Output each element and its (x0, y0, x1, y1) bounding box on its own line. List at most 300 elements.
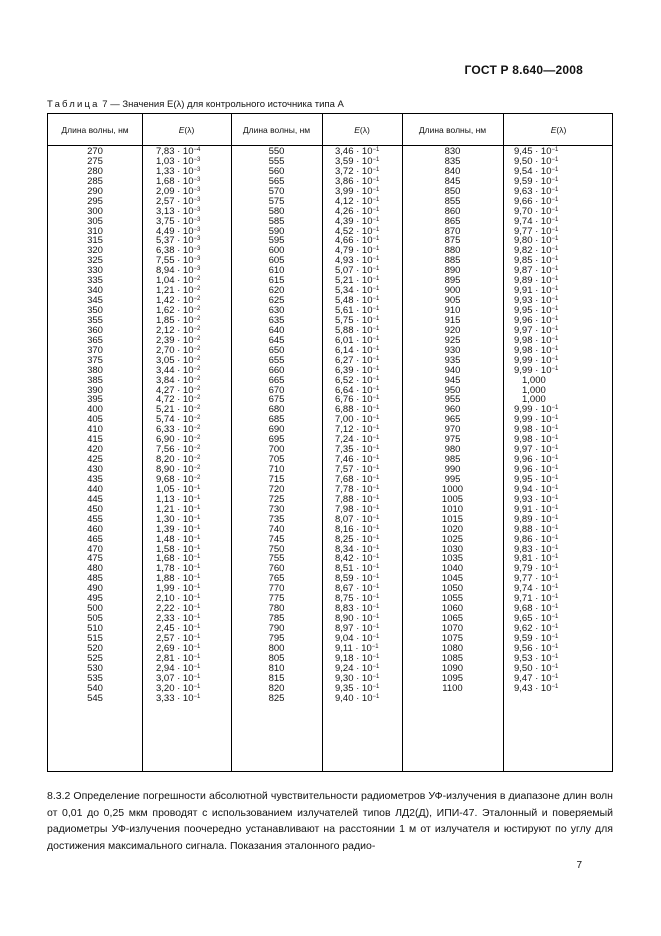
col-header-wavelength-1: Длина волны, нм (61, 124, 129, 135)
value-cell: $2,22 \cdot 10^{-1}$ (156, 603, 201, 615)
col-header-wavelength-2: Длина волны, нм (242, 124, 311, 135)
value-cell: $9,50 \cdot 10^{-1}$ (514, 155, 559, 167)
value-cell: $2,94 \cdot 10^{-1}$ (156, 662, 201, 674)
value-cell: $1,42 \cdot 10^{-2}$ (156, 295, 201, 307)
value-cell: $9,91 \cdot 10^{-1}$ (514, 503, 559, 515)
value-cell: $4,12 \cdot 10^{-1}$ (335, 195, 380, 207)
wavelength-cell: 1005 (441, 493, 464, 505)
value-cell: $6,88 \cdot 10^{-1}$ (335, 404, 380, 416)
value-cell: $1,13 \cdot 10^{-1}$ (156, 493, 201, 505)
wavelength-cell: 720 (268, 483, 285, 495)
value-cell: $1,33 \cdot 10^{-3}$ (156, 165, 201, 177)
document-header: ГОСТ Р 8.640—2008 (464, 63, 583, 77)
value-cell: $9,56 \cdot 10^{-1}$ (514, 642, 559, 654)
value-cell: $9,98 \cdot 10^{-1}$ (514, 334, 559, 346)
value-column-2 (335, 147, 402, 704)
wavelength-cell: 740 (268, 523, 285, 535)
value-cell: $3,84 \cdot 10^{-2}$ (156, 374, 201, 386)
wavelength-cell: 725 (268, 493, 285, 505)
wavelength-cell: 465 (87, 533, 103, 545)
value-cell: $1,68 \cdot 10^{-3}$ (156, 175, 201, 187)
wavelength-cell: 560 (268, 165, 285, 177)
value-cell: $5,21 \cdot 10^{-1}$ (335, 275, 380, 287)
column-divider (503, 114, 504, 771)
wavelength-cell: 1085 (441, 652, 464, 664)
value-cell: $7,56 \cdot 10^{-2}$ (156, 444, 201, 456)
wavelength-cell: 1010 (441, 503, 464, 515)
wavelength-cell: 345 (87, 295, 103, 307)
wavelength-cell: 640 (268, 324, 285, 336)
wavelength-cell: 480 (87, 563, 103, 575)
wavelength-cell: 430 (87, 464, 103, 475)
wavelength-cell: 600 (268, 245, 285, 257)
value-cell: 1,000 (522, 374, 546, 386)
value-cell: $6,76 \cdot 10^{-1}$ (335, 394, 380, 406)
wavelength-cell: 825 (268, 692, 285, 704)
value-cell: $1,85 \cdot 10^{-2}$ (156, 314, 201, 326)
value-cell: $9,97 \cdot 10^{-1}$ (514, 324, 559, 336)
value-cell: $9,74 \cdot 10^{-1}$ (514, 583, 559, 595)
wavelength-cell: 735 (268, 513, 285, 525)
wavelength-cell: 1015 (441, 513, 464, 525)
value-cell: $9,63 \cdot 10^{-1}$ (514, 185, 559, 197)
wavelength-cell: 1030 (441, 543, 464, 555)
value-cell: $9,45 \cdot 10^{-1}$ (514, 146, 559, 157)
wavelength-cell: 625 (268, 295, 285, 307)
wavelength-cell: 705 (268, 454, 285, 466)
wavelength-cell: 530 (87, 662, 103, 674)
wavelength-cell: 975 (444, 434, 461, 446)
value-cell: $5,75 \cdot 10^{-1}$ (335, 314, 380, 326)
value-cell: $5,07 \cdot 10^{-1}$ (335, 265, 380, 277)
wavelength-cell: 525 (87, 652, 103, 664)
value-cell: $9,89 \cdot 10^{-1}$ (514, 275, 559, 287)
value-cell: $6,90 \cdot 10^{-2}$ (156, 434, 201, 446)
wavelength-cell: 905 (444, 295, 461, 307)
wavelength-cell: 650 (268, 344, 285, 356)
wavelength-cell: 1035 (441, 553, 464, 565)
wavelength-cell: 1020 (441, 523, 464, 535)
wavelength-cell: 565 (268, 175, 285, 187)
table-caption-text: 7 — Значения E(λ) для контрольного источника типа А (99, 99, 344, 110)
value-cell: $1,03 \cdot 10^{-3}$ (156, 155, 201, 167)
wavelength-cell: 820 (268, 682, 285, 694)
value-cell: $9,87 \cdot 10^{-1}$ (514, 265, 559, 277)
value-cell: $7,46 \cdot 10^{-1}$ (335, 454, 380, 466)
value-cell: $1,68 \cdot 10^{-1}$ (156, 553, 201, 565)
wavelength-cell: 875 (444, 235, 461, 247)
value-cell: $9,70 \cdot 10^{-1}$ (514, 205, 559, 217)
wavelength-cell: 870 (444, 225, 461, 237)
value-cell: $9,59 \cdot 10^{-1}$ (514, 175, 559, 187)
value-cell: $8,25 \cdot 10^{-1}$ (335, 533, 380, 545)
value-cell: $3,86 \cdot 10^{-1}$ (335, 175, 380, 187)
value-cell: $9,43 \cdot 10^{-1}$ (514, 682, 559, 694)
wavelength-cell: 935 (444, 354, 461, 366)
value-column-1 (156, 147, 231, 704)
wavelength-cell: 545 (87, 692, 103, 704)
wavelength-cell: 960 (444, 404, 461, 416)
value-cell: $9,81 \cdot 10^{-1}$ (514, 553, 559, 565)
wavelength-cell: 570 (268, 185, 285, 197)
wavelength-cell: 270 (87, 146, 103, 157)
value-cell: $2,09 \cdot 10^{-3}$ (156, 185, 201, 197)
wavelength-cell: 685 (268, 414, 285, 426)
value-cell: $9,91 \cdot 10^{-1}$ (514, 285, 559, 297)
value-cell: $5,74 \cdot 10^{-2}$ (156, 414, 201, 426)
value-cell: $6,14 \cdot 10^{-1}$ (335, 344, 380, 356)
wavelength-cell: 395 (87, 394, 103, 406)
value-cell: $9,68 \cdot 10^{-2}$ (156, 473, 201, 485)
wavelength-cell: 800 (268, 642, 285, 654)
value-cell: $8,97 \cdot 10^{-1}$ (335, 623, 380, 634)
wavelength-cell: 510 (87, 623, 103, 634)
wavelength-cell: 550 (268, 146, 285, 157)
value-cell: $9,68 \cdot 10^{-1}$ (514, 603, 559, 615)
value-cell: $9,66 \cdot 10^{-1}$ (514, 195, 559, 207)
value-cell: $9,83 \cdot 10^{-1}$ (514, 543, 559, 555)
wavelength-cell: 995 (444, 473, 461, 485)
value-cell: $9,35 \cdot 10^{-1}$ (335, 682, 380, 694)
wavelength-cell: 1050 (441, 583, 464, 595)
wavelength-cell: 865 (444, 215, 461, 227)
wavelength-cell: 415 (87, 434, 103, 446)
wavelength-cell: 500 (87, 603, 103, 615)
value-cell: $4,79 \cdot 10^{-1}$ (335, 245, 380, 257)
wavelength-cell: 490 (87, 583, 103, 595)
wavelength-cell: 425 (87, 454, 103, 466)
value-cell: 1,000 (522, 394, 546, 406)
wavelength-cell: 1090 (441, 662, 464, 674)
value-cell: $9,95 \cdot 10^{-1}$ (514, 473, 559, 485)
value-cell: $8,67 \cdot 10^{-1}$ (335, 583, 380, 595)
wavelength-cell: 295 (87, 195, 103, 207)
wavelength-cell: 920 (444, 324, 461, 336)
wavelength-cell: 340 (87, 285, 103, 297)
wavelength-cell: 680 (268, 404, 285, 416)
wavelength-cell: 945 (444, 374, 461, 386)
value-cell: $3,72 \cdot 10^{-1}$ (335, 165, 380, 177)
value-cell: $9,95 \cdot 10^{-1}$ (514, 305, 559, 316)
value-cell: $9,89 \cdot 10^{-1}$ (514, 513, 559, 525)
value-cell: $9,80 \cdot 10^{-1}$ (514, 235, 559, 247)
value-cell: $8,20 \cdot 10^{-2}$ (156, 454, 201, 466)
value-cell: $9,99 \cdot 10^{-1}$ (514, 354, 559, 366)
page-number: 7 (576, 860, 582, 871)
value-cell: $6,38 \cdot 10^{-3}$ (156, 245, 201, 257)
wavelength-cell: 455 (87, 513, 103, 525)
table-caption-label: Таблица (47, 99, 100, 110)
wavelength-cell: 810 (268, 662, 285, 674)
value-cell: $4,26 \cdot 10^{-1}$ (335, 205, 380, 217)
wavelength-cell: 715 (268, 473, 285, 485)
value-cell: $9,59 \cdot 10^{-1}$ (514, 632, 559, 644)
wavelength-cell: 605 (268, 255, 285, 267)
value-cell: $1,58 \cdot 10^{-1}$ (156, 543, 201, 555)
value-cell: $1,62 \cdot 10^{-2}$ (156, 305, 201, 316)
value-cell: $7,24 \cdot 10^{-1}$ (335, 434, 380, 446)
wavelength-cell: 460 (87, 523, 103, 535)
wavelength-cell: 985 (444, 454, 461, 466)
wavelength-cell: 775 (268, 593, 285, 605)
wavelength-cell: 365 (87, 334, 103, 346)
value-cell: $9,96 \cdot 10^{-1}$ (514, 314, 559, 326)
wavelength-cell: 950 (444, 384, 461, 396)
wavelength-cell: 1100 (442, 682, 463, 694)
value-cell: $4,52 \cdot 10^{-1}$ (335, 225, 380, 237)
wavelength-cell: 675 (268, 394, 285, 406)
wavelength-cell: 695 (268, 434, 285, 446)
wavelength-cell: 595 (268, 235, 285, 247)
wavelength-cell: 795 (268, 632, 285, 644)
value-cell: $4,27 \cdot 10^{-2}$ (156, 384, 201, 396)
wavelength-cell: 655 (268, 354, 285, 366)
body-paragraph: 8.3.2 Определение погрешности абсолютной чувствительности радиометров УФ-излучения в диапазоне длин волн от 0,01 до 0,25 мкм проводят с использованием излучателей типов ЛД2(Д), ИПИ-47. Эталонный и поверяемый радиометры УФ-излучения поочередно устанавливают на расстоянии 1 м от излучателя и юстируют по углу для достижения максимального сигнала. Показания эталонного радио- (47, 790, 613, 852)
col-header-value-2: E (λ) (354, 124, 370, 135)
value-cell: $9,62 \cdot 10^{-1}$ (514, 623, 559, 634)
wavelength-cell: 315 (87, 235, 103, 247)
value-cell: $4,49 \cdot 10^{-3}$ (156, 225, 201, 237)
value-cell: $8,94 \cdot 10^{-3}$ (156, 265, 201, 277)
wavelength-cell: 445 (87, 493, 103, 505)
wavelength-cell: 420 (87, 444, 103, 456)
value-cell: $8,59 \cdot 10^{-1}$ (335, 573, 380, 585)
wavelength-cell: 845 (444, 175, 461, 187)
col-header-value-1: E (λ) (178, 124, 195, 135)
wavelength-cell: 1065 (441, 613, 464, 625)
wavelength-cell: 1070 (441, 623, 464, 634)
value-cell: $1,05 \cdot 10^{-1}$ (156, 483, 201, 495)
value-cell: $9,99 \cdot 10^{-1}$ (514, 404, 559, 416)
wavelength-cell: 540 (87, 682, 103, 694)
value-cell: $8,90 \cdot 10^{-1}$ (335, 613, 380, 625)
wavelength-cell: 770 (268, 583, 285, 595)
wavelength-cell: 290 (87, 185, 103, 197)
wavelength-cell: 750 (268, 543, 285, 555)
wavelength-cell: 660 (268, 364, 285, 376)
value-cell: $3,13 \cdot 10^{-3}$ (156, 205, 201, 217)
value-cell: $9,71 \cdot 10^{-1}$ (514, 593, 559, 605)
wavelength-cell: 745 (268, 533, 285, 545)
value-cell: $8,51 \cdot 10^{-1}$ (335, 563, 380, 575)
value-cell: $9,24 \cdot 10^{-1}$ (335, 662, 380, 674)
wavelength-cell: 690 (268, 424, 285, 436)
table-caption (47, 99, 344, 110)
value-cell: $3,44 \cdot 10^{-2}$ (156, 364, 201, 376)
value-cell: $7,57 \cdot 10^{-1}$ (335, 464, 380, 475)
value-cell: $4,66 \cdot 10^{-1}$ (335, 235, 380, 247)
value-cell: $3,99 \cdot 10^{-1}$ (335, 185, 380, 197)
wavelength-cell: 955 (444, 394, 461, 406)
wavelength-cell: 830 (444, 146, 461, 157)
value-cell: $8,16 \cdot 10^{-1}$ (335, 523, 380, 535)
wavelength-cell: 730 (268, 503, 285, 515)
value-cell: $1,21 \cdot 10^{-1}$ (156, 503, 201, 515)
wavelength-cell: 755 (268, 553, 285, 565)
value-cell: $2,57 \cdot 10^{-1}$ (156, 632, 201, 644)
value-cell: $6,27 \cdot 10^{-1}$ (335, 354, 380, 366)
wavelength-cell: 805 (268, 652, 285, 664)
value-cell: $9,74 \cdot 10^{-1}$ (514, 215, 559, 227)
value-cell: 1,000 (522, 384, 546, 396)
wavelength-cell: 325 (87, 255, 103, 267)
wavelength-cell: 970 (444, 424, 461, 436)
wavelength-cell: 330 (87, 265, 103, 277)
value-cell: $7,78 \cdot 10^{-1}$ (335, 483, 380, 495)
value-cell: $7,12 \cdot 10^{-1}$ (335, 424, 380, 436)
wavelength-cell: 965 (444, 414, 461, 426)
value-column-3 (514, 147, 613, 694)
value-cell: $5,21 \cdot 10^{-2}$ (156, 404, 201, 416)
value-cell: $7,83 \cdot 10^{-4}$ (156, 146, 201, 157)
value-cell: $1,21 \cdot 10^{-2}$ (156, 285, 201, 297)
wavelength-cell: 1045 (441, 573, 464, 585)
value-cell: $7,68 \cdot 10^{-1}$ (335, 473, 380, 485)
value-cell: $7,00 \cdot 10^{-1}$ (335, 414, 380, 426)
value-cell: $6,39 \cdot 10^{-1}$ (335, 364, 380, 376)
wavelength-cell: 620 (268, 285, 285, 297)
value-cell: $5,37 \cdot 10^{-3}$ (156, 235, 201, 247)
value-cell: $3,33 \cdot 10^{-1}$ (156, 692, 201, 704)
wavelength-cell: 1075 (441, 632, 464, 644)
value-cell: $9,04 \cdot 10^{-1}$ (335, 632, 380, 644)
wavelength-cell: 990 (444, 464, 461, 475)
value-cell: $5,61 \cdot 10^{-1}$ (335, 305, 380, 316)
value-cell: $6,33 \cdot 10^{-2}$ (156, 424, 201, 436)
wavelength-cell: 555 (268, 155, 285, 167)
wavelength-cell: 380 (87, 364, 103, 376)
wavelength-cell: 630 (268, 305, 285, 316)
wavelength-cell: 360 (87, 324, 103, 336)
wavelength-cell: 815 (268, 672, 285, 684)
value-cell: $6,01 \cdot 10^{-1}$ (335, 334, 380, 346)
value-cell: $4,39 \cdot 10^{-1}$ (335, 215, 380, 227)
value-cell: $9,96 \cdot 10^{-1}$ (514, 464, 559, 475)
value-cell: $2,39 \cdot 10^{-2}$ (156, 334, 201, 346)
wavelength-cell: 980 (444, 444, 461, 456)
wavelength-cell: 515 (87, 632, 103, 644)
wavelength-cell: 470 (87, 543, 103, 555)
wavelength-cell: 355 (87, 314, 103, 326)
value-cell: $9,88 \cdot 10^{-1}$ (514, 523, 559, 535)
value-cell: $6,52 \cdot 10^{-1}$ (335, 374, 380, 386)
value-cell: $8,90 \cdot 10^{-2}$ (156, 464, 201, 475)
wavelength-cell: 495 (87, 593, 103, 605)
wavelength-cell: 1055 (441, 593, 464, 605)
value-cell: $9,98 \cdot 10^{-1}$ (514, 434, 559, 446)
wavelength-cell: 760 (268, 563, 285, 575)
values-table (47, 113, 613, 772)
value-cell: $9,40 \cdot 10^{-1}$ (335, 692, 380, 704)
value-cell: $1,04 \cdot 10^{-2}$ (156, 275, 201, 287)
wavelength-cell: 440 (87, 483, 103, 495)
column-divider (322, 114, 323, 771)
value-cell: $4,72 \cdot 10^{-2}$ (156, 394, 201, 406)
wavelength-cell: 520 (87, 642, 103, 654)
wavelength-cell: 940 (444, 364, 461, 376)
value-cell: $9,82 \cdot 10^{-1}$ (514, 245, 559, 257)
wavelength-cell: 485 (87, 573, 103, 585)
value-cell: $7,35 \cdot 10^{-1}$ (335, 444, 380, 456)
value-cell: $9,77 \cdot 10^{-1}$ (514, 573, 559, 585)
value-cell: $8,75 \cdot 10^{-1}$ (335, 593, 380, 605)
wavelength-cell: 375 (87, 354, 103, 366)
wavelength-cell: 450 (87, 503, 103, 515)
value-cell: $1,48 \cdot 10^{-1}$ (156, 533, 201, 545)
col-header-wavelength-3: Длина волны, нм (418, 124, 487, 135)
value-cell: $8,42 \cdot 10^{-1}$ (335, 553, 380, 565)
wavelength-cell: 860 (444, 205, 461, 217)
value-cell: $9,93 \cdot 10^{-1}$ (514, 493, 559, 505)
value-cell: $1,88 \cdot 10^{-1}$ (156, 573, 201, 585)
value-cell: $2,70 \cdot 10^{-2}$ (156, 344, 201, 356)
value-cell: $9,99 \cdot 10^{-1}$ (514, 414, 559, 426)
wavelength-cell: 385 (87, 374, 103, 386)
value-cell: $9,77 \cdot 10^{-1}$ (514, 225, 559, 237)
value-cell: $9,50 \cdot 10^{-1}$ (514, 662, 559, 674)
wavelength-cell: 370 (87, 344, 103, 356)
wavelength-cell: 765 (268, 573, 285, 585)
wavelength-cell: 880 (444, 245, 461, 257)
wavelength-cell: 835 (444, 155, 461, 167)
wavelength-cell: 590 (268, 225, 285, 237)
wavelength-cell: 285 (87, 175, 103, 187)
wavelength-cell: 665 (268, 374, 285, 386)
wavelength-cell: 615 (268, 275, 285, 287)
wavelength-cell: 305 (87, 215, 103, 227)
value-cell: $2,45 \cdot 10^{-1}$ (156, 623, 201, 634)
wavelength-cell: 1025 (441, 533, 464, 545)
wavelength-cell: 790 (268, 623, 285, 634)
value-cell: $3,05 \cdot 10^{-2}$ (156, 354, 201, 366)
value-cell: $9,97 \cdot 10^{-1}$ (514, 444, 559, 456)
value-cell: $7,88 \cdot 10^{-1}$ (335, 493, 380, 505)
wavelength-cell: 610 (268, 265, 285, 277)
value-cell: $1,99 \cdot 10^{-1}$ (156, 583, 201, 595)
wavelength-cell: 575 (268, 195, 285, 207)
value-cell: $9,96 \cdot 10^{-1}$ (514, 454, 559, 466)
value-cell: $9,11 \cdot 10^{-1}$ (335, 642, 379, 654)
wavelength-cell: 1060 (441, 603, 464, 615)
value-cell: $2,33 \cdot 10^{-1}$ (156, 613, 201, 625)
wavelength-cell: 390 (87, 384, 103, 396)
value-cell: $9,30 \cdot 10^{-1}$ (335, 672, 380, 684)
value-cell: $2,81 \cdot 10^{-1}$ (156, 652, 201, 664)
wavelength-cell: 915 (444, 314, 461, 326)
wavelength-cell: 700 (268, 444, 285, 456)
wavelength-column-2 (231, 147, 322, 704)
wavelength-cell: 855 (444, 195, 461, 207)
value-cell: $9,54 \cdot 10^{-1}$ (514, 165, 559, 177)
wavelength-cell: 1000 (441, 483, 464, 495)
wavelength-cell: 840 (444, 165, 461, 177)
value-cell: $9,93 \cdot 10^{-1}$ (514, 295, 559, 307)
wavelength-cell: 1040 (441, 563, 464, 575)
wavelength-cell: 585 (268, 215, 285, 227)
wavelength-cell: 885 (444, 255, 461, 267)
value-cell: $8,07 \cdot 10^{-1}$ (335, 513, 380, 525)
wavelength-cell: 335 (87, 275, 103, 287)
value-cell: $9,79 \cdot 10^{-1}$ (514, 563, 559, 575)
value-cell: $9,85 \cdot 10^{-1}$ (514, 255, 559, 267)
value-cell: $9,98 \cdot 10^{-1}$ (514, 424, 559, 436)
wavelength-cell: 505 (87, 613, 103, 625)
wavelength-cell: 890 (444, 265, 461, 277)
wavelength-cell: 435 (87, 473, 103, 485)
value-cell: $4,93 \cdot 10^{-1}$ (335, 255, 380, 267)
value-cell: $1,78 \cdot 10^{-1}$ (156, 563, 201, 575)
value-cell: $3,07 \cdot 10^{-1}$ (156, 672, 201, 684)
